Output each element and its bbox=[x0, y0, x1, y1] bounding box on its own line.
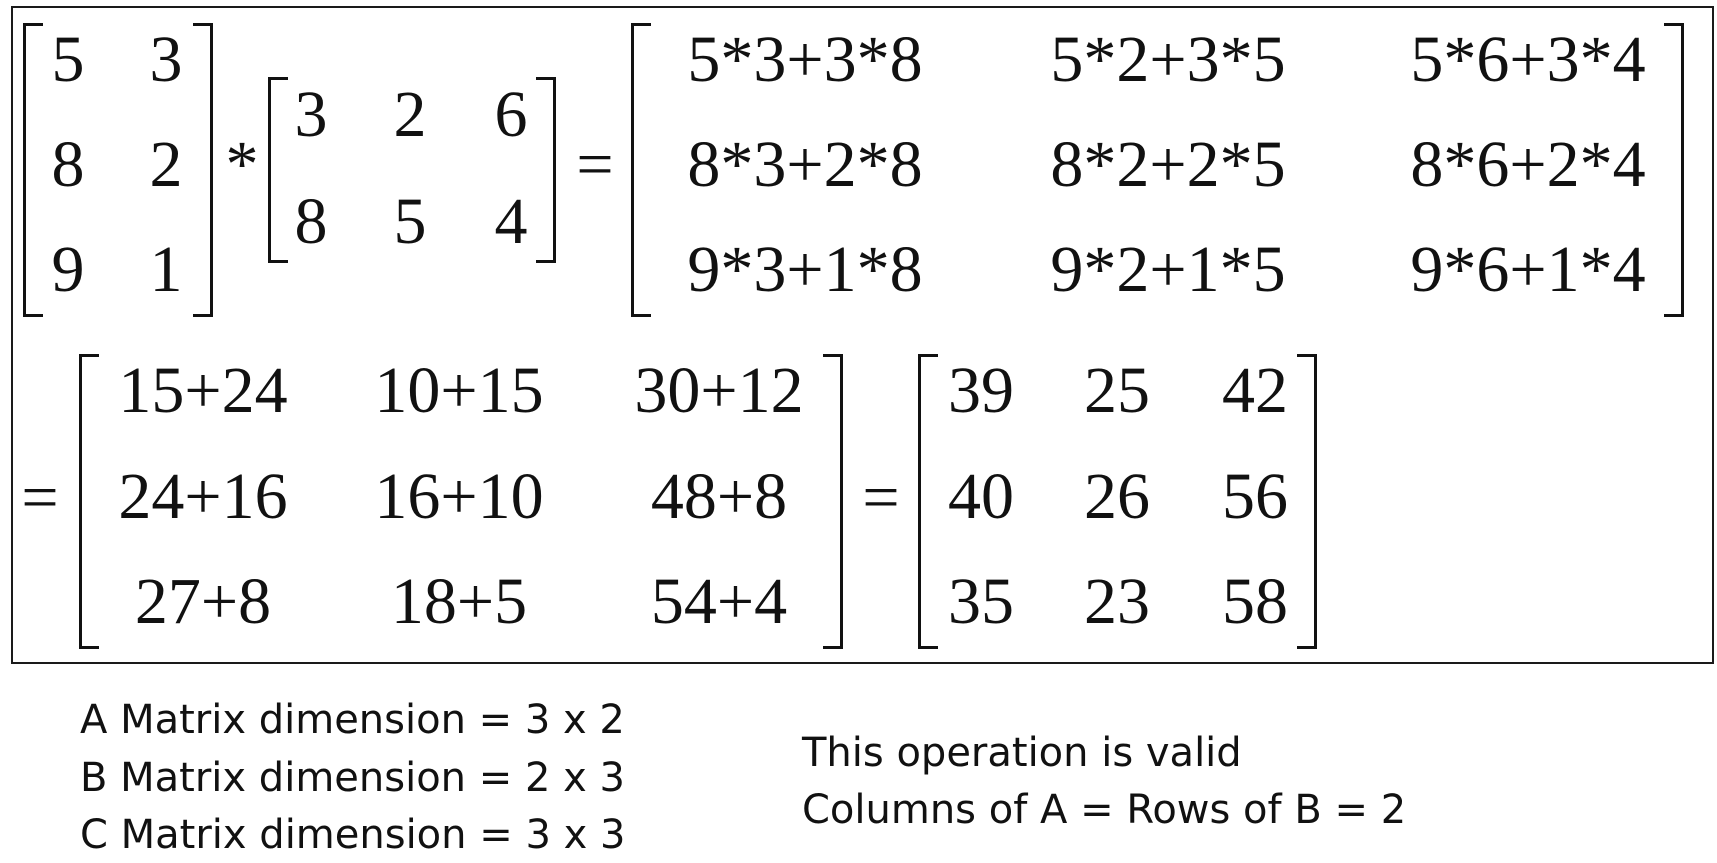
matrix-b-cell: 5 bbox=[393, 185, 427, 258]
partial-sums-right-bracket bbox=[823, 354, 843, 649]
expanded-cell: 8*6+2*4 bbox=[1410, 128, 1646, 201]
partial-sum-cell: 16+10 bbox=[374, 460, 544, 533]
matrix-b-cell: 2 bbox=[393, 78, 427, 151]
matrix-a-right-bracket bbox=[193, 23, 213, 317]
expanded-cell: 9*3+1*8 bbox=[687, 233, 923, 306]
result-right-bracket bbox=[1297, 354, 1317, 649]
matrix-a-cell: 9 bbox=[51, 233, 85, 306]
result-cell: 56 bbox=[1222, 460, 1288, 533]
equals-operator: = bbox=[21, 461, 59, 534]
matrix-b-cell: 3 bbox=[294, 78, 328, 151]
partial-sum-cell: 15+24 bbox=[118, 354, 288, 427]
matrix-a-left-bracket bbox=[23, 23, 43, 317]
matrix-a-cell: 2 bbox=[149, 128, 183, 201]
equals-operator: = bbox=[576, 128, 614, 201]
result-cell: 40 bbox=[948, 460, 1014, 533]
expanded-cell: 9*2+1*5 bbox=[1050, 233, 1286, 306]
result-cell: 23 bbox=[1084, 565, 1150, 638]
result-cell: 39 bbox=[948, 354, 1014, 427]
equals-operator: = bbox=[862, 461, 900, 534]
result-cell: 58 bbox=[1222, 565, 1288, 638]
b-dimension-caption: B Matrix dimension = 2 x 3 bbox=[80, 755, 625, 801]
matrix-b-cell: 8 bbox=[294, 185, 328, 258]
partial-sums-left-bracket bbox=[79, 354, 99, 649]
partial-sum-cell: 24+16 bbox=[118, 460, 288, 533]
matrix-a-cell: 5 bbox=[51, 23, 85, 96]
matrix-a-cell: 3 bbox=[149, 23, 183, 96]
expanded-cell: 5*2+3*5 bbox=[1050, 23, 1286, 96]
a-dimension-caption: A Matrix dimension = 3 x 2 bbox=[80, 697, 625, 743]
c-dimension-caption: C Matrix dimension = 3 x 3 bbox=[80, 812, 626, 858]
matrix-a-cell: 1 bbox=[149, 233, 183, 306]
partial-sum-cell: 10+15 bbox=[374, 354, 544, 427]
expanded-left-bracket bbox=[631, 23, 651, 317]
matrix-a-cell: 8 bbox=[51, 128, 85, 201]
matrix-b-cell: 4 bbox=[494, 185, 528, 258]
partial-sum-cell: 54+4 bbox=[650, 565, 788, 638]
result-left-bracket bbox=[918, 354, 938, 649]
result-cell: 35 bbox=[948, 565, 1014, 638]
result-cell: 25 bbox=[1084, 354, 1150, 427]
partial-sum-cell: 48+8 bbox=[650, 460, 788, 533]
expanded-cell: 8*3+2*8 bbox=[687, 128, 923, 201]
matrix-b-right-bracket bbox=[536, 77, 556, 263]
matrix-b-cell: 6 bbox=[494, 78, 528, 151]
multiply-operator: * bbox=[225, 128, 259, 201]
partial-sum-cell: 18+5 bbox=[390, 565, 528, 638]
result-cell: 42 bbox=[1222, 354, 1288, 427]
expanded-cell: 5*6+3*4 bbox=[1410, 23, 1646, 96]
partial-sum-cell: 27+8 bbox=[134, 565, 272, 638]
partial-sum-cell: 30+12 bbox=[634, 354, 804, 427]
expanded-cell: 9*6+1*4 bbox=[1410, 233, 1646, 306]
expanded-cell: 8*2+2*5 bbox=[1050, 128, 1286, 201]
expanded-cell: 5*3+3*8 bbox=[687, 23, 923, 96]
validity-caption: This operation is valid bbox=[802, 730, 1242, 776]
rule-caption: Columns of A = Rows of B = 2 bbox=[802, 787, 1407, 833]
expanded-right-bracket bbox=[1664, 23, 1684, 317]
result-cell: 26 bbox=[1084, 460, 1150, 533]
matrix-b-left-bracket bbox=[268, 77, 288, 263]
